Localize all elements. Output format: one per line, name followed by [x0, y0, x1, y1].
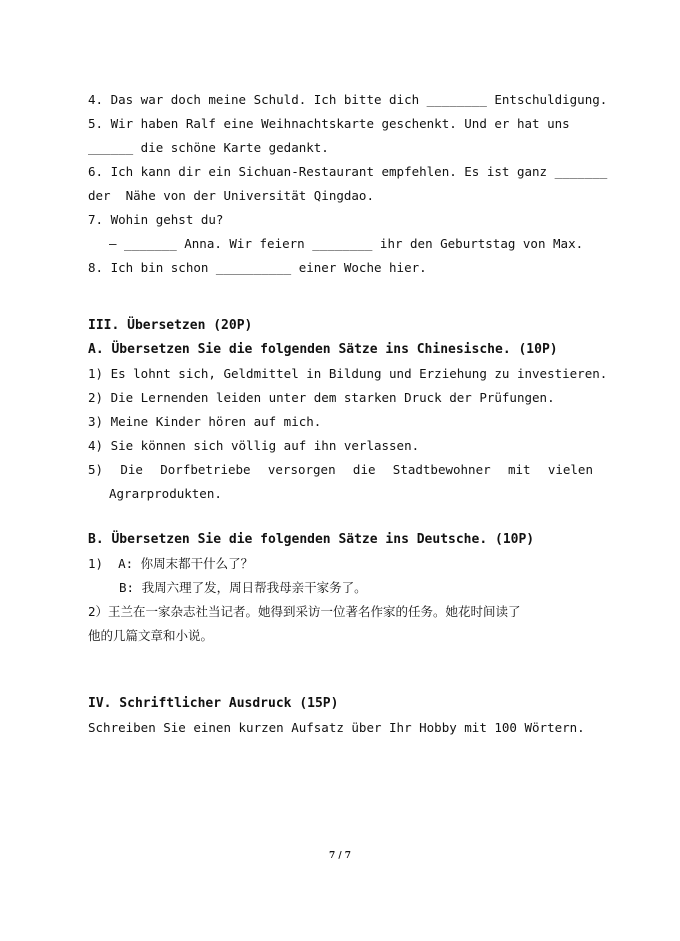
- exercise-item-4: 4. Das war doch meine Schuld. Ich bitte dich ________ Entschuldigung.: [88, 92, 608, 107]
- translation-item-5-continued: Agrarprodukten.: [109, 486, 222, 501]
- translation-item-1: 1) Es lohnt sich, Geldmittel in Bildung und Erziehung zu investieren.: [88, 366, 608, 381]
- section-title-schriftlicher-ausdruck: IV. Schriftlicher Ausdruck (15P): [88, 696, 339, 711]
- exercise-item-5: 5. Wir haben Ralf eine Weihnachtskarte geschenkt. Und er hat uns: [88, 116, 570, 131]
- part-a-title: A. Übersetzen Sie die folgenden Sätze ins Chinesische. (10P): [88, 342, 558, 357]
- exercise-item-6-continued: der Nähe von der Universität Qingdao.: [88, 188, 374, 203]
- translation-item-3: 3) Meine Kinder hören auf mich.: [88, 414, 322, 429]
- exercise-item-6: 6. Ich kann dir ein Sichuan-Restaurant empfehlen. Es ist ganz _______: [88, 164, 608, 179]
- exam-page: [88, 88, 608, 740]
- translation-b-item-1a: 1) A: 你周末都干什么了？: [88, 556, 254, 571]
- exercise-item-7-answer: — _______ Anna. Wir feiern ________ ihr den Geburtstag von Max.: [109, 236, 584, 251]
- exercise-item-7: 7. Wohin gehst du?: [88, 212, 224, 227]
- page-number: 7 / 7: [328, 851, 352, 861]
- translation-b-item-2-continued: 他的几篇文章和小说。: [88, 628, 214, 643]
- part-b-title: B. Übersetzen Sie die folgenden Sätze ins Deutsche. (10P): [88, 532, 535, 547]
- writing-task: Schreiben Sie einen kurzen Aufsatz über Ihr Hobby mit 100 Wörtern.: [88, 720, 585, 735]
- exercise-item-5-continued: ______ die schöne Karte gedankt.: [88, 140, 329, 155]
- exercise-item-8: 8. Ich bin schon __________ einer Woche hier.: [88, 260, 427, 275]
- section-title-uebersetzen: III. Übersetzen (20P): [88, 318, 253, 333]
- translation-item-5: 5) Die Dorfbetriebe versorgen die Stadtbewohner mit vielen: [88, 462, 593, 477]
- translation-b-item-2: 2）王兰在一家杂志社当记者。她得到采访一位著名作家的任务。她花时间读了: [88, 604, 521, 619]
- translation-item-4: 4) Sie können sich völlig auf ihn verlassen.: [88, 438, 420, 453]
- translation-item-2: 2) Die Lernenden leiden unter dem starken Druck der Prüfungen.: [88, 390, 555, 405]
- translation-b-item-1b: B: 我周六理了发，周日帮我母亲干家务了。: [119, 580, 367, 595]
